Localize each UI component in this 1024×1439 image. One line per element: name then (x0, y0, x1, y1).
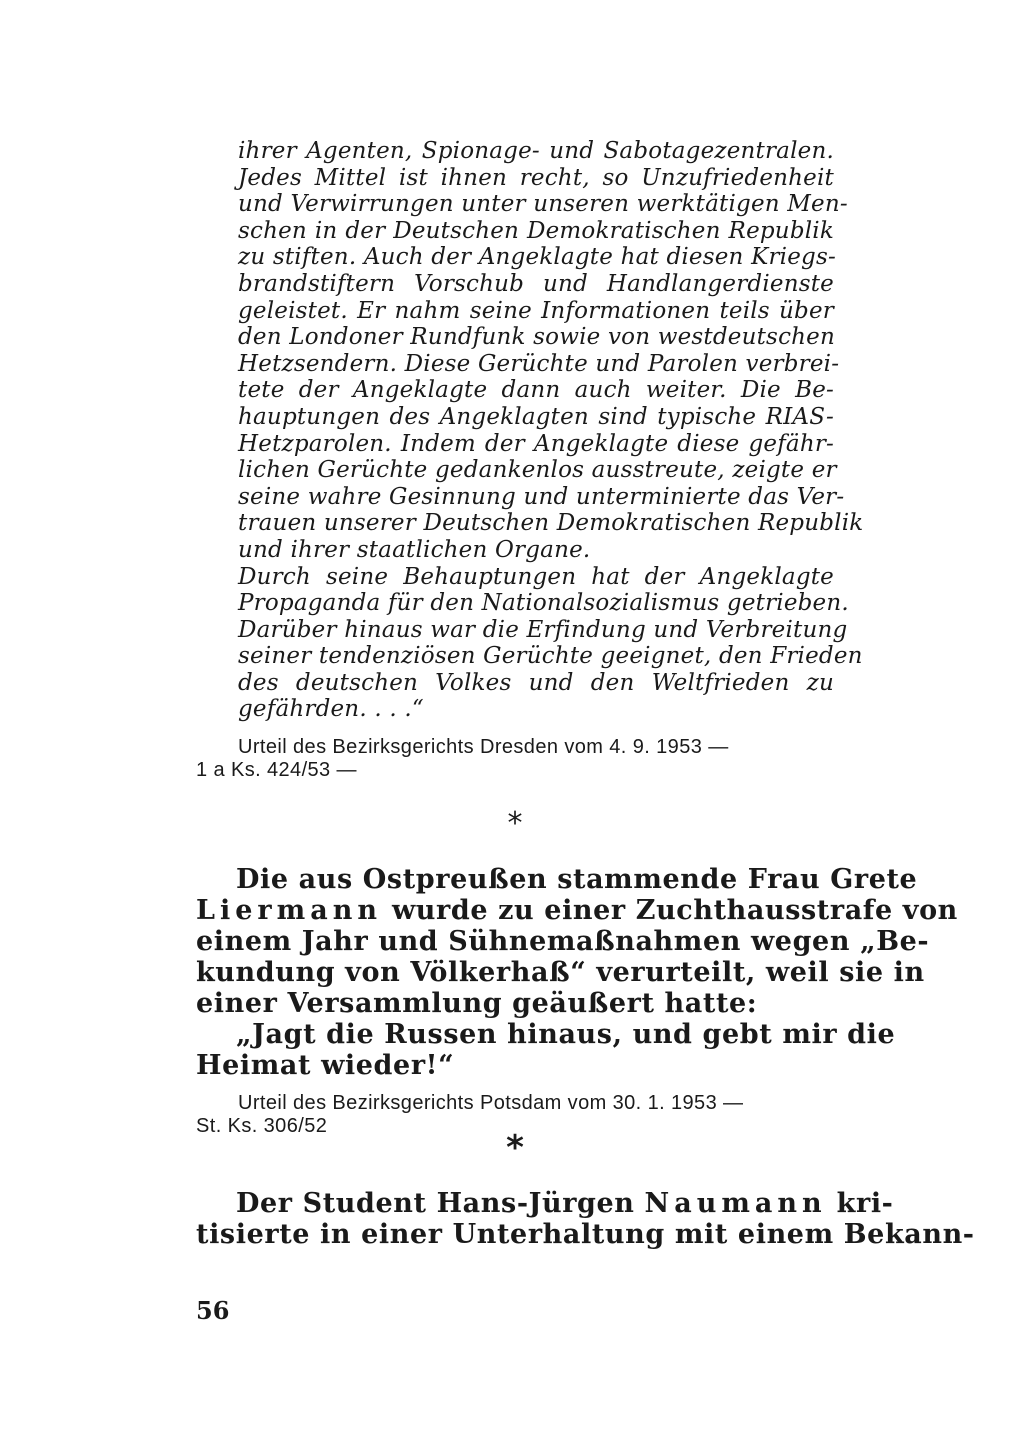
person-name: Naumann (644, 1188, 827, 1219)
quote-line: zu stiften. Auch der Angeklagte hat diesen Kriegs- (238, 244, 836, 271)
paragraph-text: Der Student Hans-Jürgen (236, 1188, 645, 1219)
quote-line: Jedes Mittel ist ihnen recht, so Unzufriedenheit (238, 164, 834, 191)
citation-line: Urteil des Bezirksgerichts Potsdam vom 30. 1. 1953 — (238, 1092, 744, 1114)
paragraph-line (196, 1188, 894, 1219)
paragraph-text: kri- (826, 1188, 894, 1219)
quote-line: lichen Gerüchte gedankenlos ausstreute, zeigte er (238, 457, 837, 484)
quote-line: Hetzparolen. Indem der Angeklagte diese gefähr- (238, 430, 834, 457)
citation-line: Urteil des Bezirksgerichts Dresden vom 4. 9. 1953 — (238, 736, 729, 758)
section-separator: * (507, 806, 523, 841)
quote-line: ihrer Agenten, Spionage- und Sabotagezentralen. (238, 138, 834, 164)
quote-line: hauptungen des Angeklagten sind typische RIAS- (238, 403, 834, 430)
quote-line: geleistet. Er nahm seine Informationen teils über (238, 297, 834, 324)
quote-line: Propaganda für den Nationalsozialismus getrieben. (238, 590, 849, 617)
paragraph-line (196, 895, 958, 926)
quote-line: und Verwirrungen unter unseren werktätigen Men- (238, 191, 848, 218)
quote-line: tete der Angeklagte dann auch weiter. Die Be- (238, 377, 834, 404)
quote-line: gefährden. . . .“ (238, 696, 424, 723)
quote-line: und ihrer staatlichen Organe. (238, 536, 591, 563)
quote-line: seiner tendenziösen Gerüchte geeignet, den Frieden (238, 643, 863, 670)
paragraph-line: tisierte in einer Unterhaltung mit einem Bekann- (196, 1219, 975, 1250)
paragraph-line: „Jagt die Russen hinaus, und gebt mir die (236, 1019, 896, 1050)
quote-line: Darüber hinaus war die Erfindung und Verbreitung (238, 616, 848, 643)
quote-line: des deutschen Volkes und den Weltfrieden zu (238, 669, 834, 696)
quote-line: seine wahre Gesinnung und unterminierte das Ver- (238, 483, 845, 510)
citation-line: St. Ks. 306/52 (196, 1115, 328, 1137)
case-liermann-paragraph (196, 864, 958, 1081)
italic-quote-block (238, 138, 864, 723)
citation-line: 1 a Ks. 424/53 — (196, 759, 357, 781)
quote-line: trauen unserer Deutschen Demokratischen Republik (238, 510, 864, 537)
case-naumann-paragraph (196, 1188, 975, 1250)
page-number: 56 (196, 1296, 230, 1325)
paragraph-line: Heimat wieder!“ (196, 1050, 455, 1081)
paragraph-line: einer Versammlung geäußert hatte: (196, 988, 758, 1019)
citation-dresden (196, 736, 838, 782)
paragraph-text: wurde zu einer Zuchthausstrafe von (381, 895, 958, 926)
quote-line: schen in der Deutschen Demokratischen Republik (238, 217, 834, 244)
quote-line: Durch seine Behauptungen hat der Angeklagte (238, 563, 834, 590)
citation-potsdam (196, 1092, 838, 1138)
paragraph-line: einem Jahr und Sühnemaßnahmen wegen „Be- (196, 926, 930, 957)
person-name: Liermann (196, 895, 382, 926)
paragraph-line: Die aus Ostpreußen stammende Frau Grete (236, 864, 918, 895)
quote-line: den Londoner Rundfunk sowie von westdeutschen (238, 324, 835, 351)
section-separator: * (506, 1128, 524, 1168)
quote-line: Hetzsendern. Diese Gerüchte und Parolen verbrei- (238, 350, 840, 377)
quote-line: brandstiftern Vorschub und Handlangerdienste (238, 270, 834, 297)
paragraph-line: kundung von Völkerhaß“ verurteilt, weil sie in (196, 957, 925, 988)
